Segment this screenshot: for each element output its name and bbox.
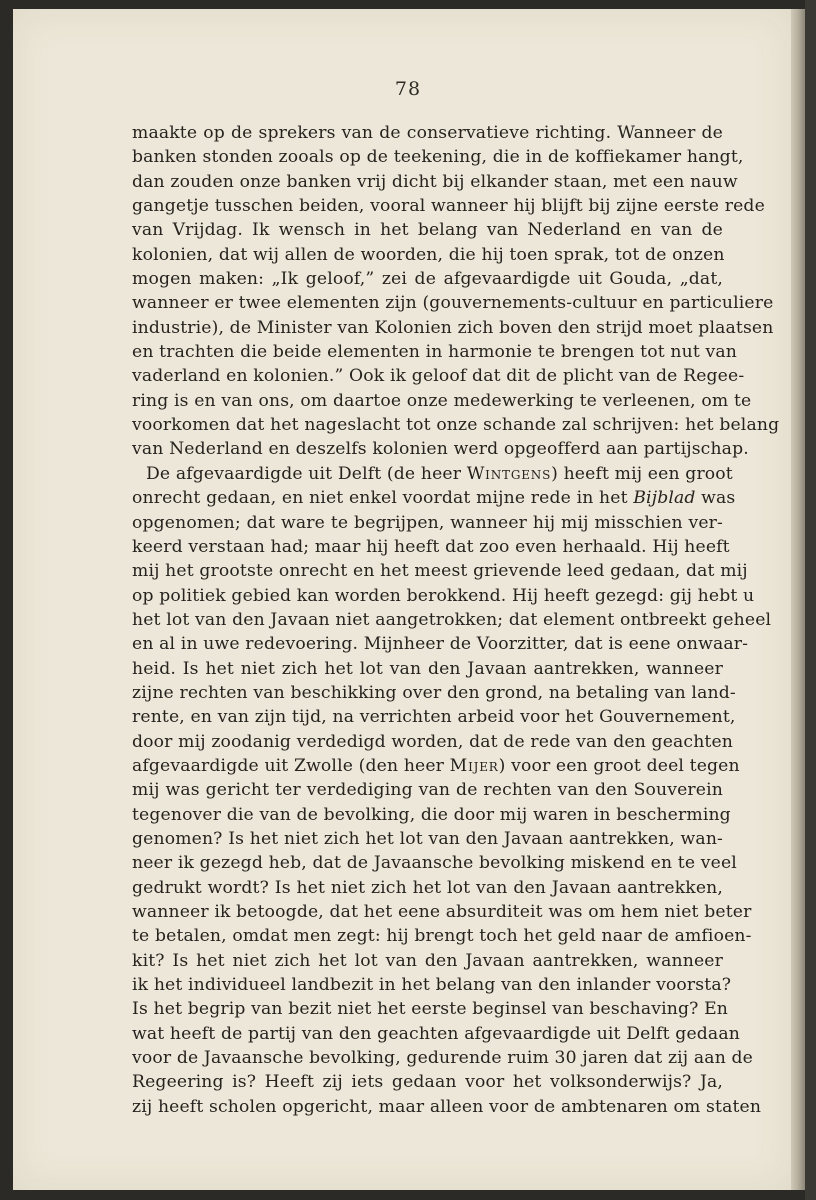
text-line: het lot van den Javaan niet aangetrokken; dat element ontbreekt geheel: [132, 609, 772, 630]
text-line: industrie), de Minister van Kolonien zich boven den strijd moet plaatsen: [132, 317, 774, 338]
page-gutter: [791, 9, 805, 1190]
text-line: voor de Javaansche bevolking, gedurende ruim 30 jaren dat zij aan de: [132, 1048, 754, 1069]
body-text: [132, 121, 780, 1119]
text-line: van Vrijdag. Ik wensch in het belang van Nederland en van de: [132, 220, 723, 241]
text-line: te betalen, omdat men zegt: hij brengt toch het geld naar de amfioen-: [132, 926, 752, 947]
text-line: ring is en van ons, om daartoe onze medewerking te verleenen, om te: [132, 390, 752, 411]
text-line: mogen maken: „Ik geloof,” zei de afgevaardigde uit Gouda, „dat,: [132, 269, 723, 290]
text-line: wat heeft de partij van den geachten afgevaardigde uit Delft gedaan: [132, 1023, 740, 1044]
text-line: door mij zoodanig verdedigd worden, dat de rede van den geachten: [132, 731, 734, 752]
text-line: onrecht gedaan, en niet enkel voordat mijne rede in het Bijblad was: [132, 488, 736, 509]
text-line: dan zouden onze banken vrij dicht bij elkander staan, met een nauw: [132, 171, 738, 192]
publication-title-bijblad: Bijblad: [633, 488, 696, 509]
person-name-mijer: Mijer: [449, 755, 499, 776]
text-line: De afgevaardigde uit Delft (de heer Wintgens) heeft mij een groot: [146, 463, 733, 484]
text-line: genomen? Is het niet zich het lot van den Javaan aantrekken, wan-: [132, 828, 723, 849]
person-name-wintgens: Wintgens: [466, 463, 552, 484]
text-line: heid. Is het niet zich het lot van den Javaan aantrekken, wanneer: [132, 658, 723, 679]
text-line: wanneer er twee elementen zijn (gouvernements-cultuur en particuliere: [132, 293, 774, 314]
text-line: en al in uwe redevoering. Mijnheer de Voorzitter, dat is eene onwaar-: [132, 634, 749, 655]
text-line: rente, en van zijn tijd, na verrichten arbeid voor het Gouvernement,: [132, 707, 736, 728]
text-line: tegenover die van de bevolking, die door mij waren in bescherming: [132, 804, 731, 825]
text-line: ik het individueel landbezit in het belang van den inlander voorsta?: [132, 975, 732, 996]
text-line: Is het begrip van bezit niet het eerste beginsel van beschaving? En: [132, 999, 729, 1020]
text-line: van Nederland en deszelfs kolonien werd opgeofferd aan partijschap.: [132, 439, 749, 460]
text-line: zij heeft scholen opgericht, maar alleen voor de ambtenaren om staten: [132, 1096, 762, 1117]
text-line: neer ik gezegd heb, dat de Javaansche bevolking miskend en te veel: [132, 853, 737, 874]
text-line: vaderland en kolonien.” Ook ik geloof dat dit de plicht van de Regee-: [132, 366, 745, 387]
text-line: keerd verstaan had; maar hij heeft dat zoo even herhaald. Hij heeft: [132, 536, 730, 557]
page-number: 78: [394, 78, 422, 100]
text-line: maakte op de sprekers van de conservatieve richting. Wanneer de: [132, 123, 723, 143]
text-line: gedrukt wordt? Is het niet zich het lot van den Javaan aantrekken,: [132, 877, 723, 898]
text-line: kit? Is het niet zich het lot van den Javaan aantrekken, wanneer: [132, 950, 723, 971]
text-line: afgevaardigde uit Zwolle (den heer Mijer) voor een groot deel tegen: [132, 755, 740, 776]
text-line: zijne rechten van beschikking over den grond, na betaling van land-: [132, 682, 736, 703]
text-line: mij het grootste onrecht en het meest grievende leed gedaan, dat mij: [132, 561, 748, 582]
text-line: voorkomen dat het nageslacht tot onze schande zal schrijven: het belang: [132, 415, 780, 436]
text-line: Regeering is? Heeft zij iets gedaan voor het volksonderwijs? Ja,: [132, 1072, 723, 1093]
text-line: en trachten die beide elementen in harmonie te brengen tot nut van: [132, 342, 737, 363]
text-line: gangetje tusschen beiden, vooral wanneer hij blijft bij zijne eerste rede: [132, 196, 765, 217]
text-line: mij was gericht ter verdediging van de rechten van den Souverein: [132, 780, 723, 801]
text-line: banken stonden zooals op de teekening, die in de koffiekamer hangt,: [132, 147, 744, 168]
text-line: op politiek gebied kan worden berokkend. Hij heeft gezegd: gij hebt u: [132, 585, 755, 606]
text-line: opgenomen; dat ware te begrijpen, wanneer hij mij misschien ver-: [132, 512, 723, 533]
scan-edge: [805, 0, 816, 1200]
text-line: wanneer ik betoogde, dat het eene absurditeit was om hem niet beter: [132, 902, 752, 922]
text-line: kolonien, dat wij allen de woorden, die hij toen sprak, tot de onzen: [132, 244, 725, 265]
